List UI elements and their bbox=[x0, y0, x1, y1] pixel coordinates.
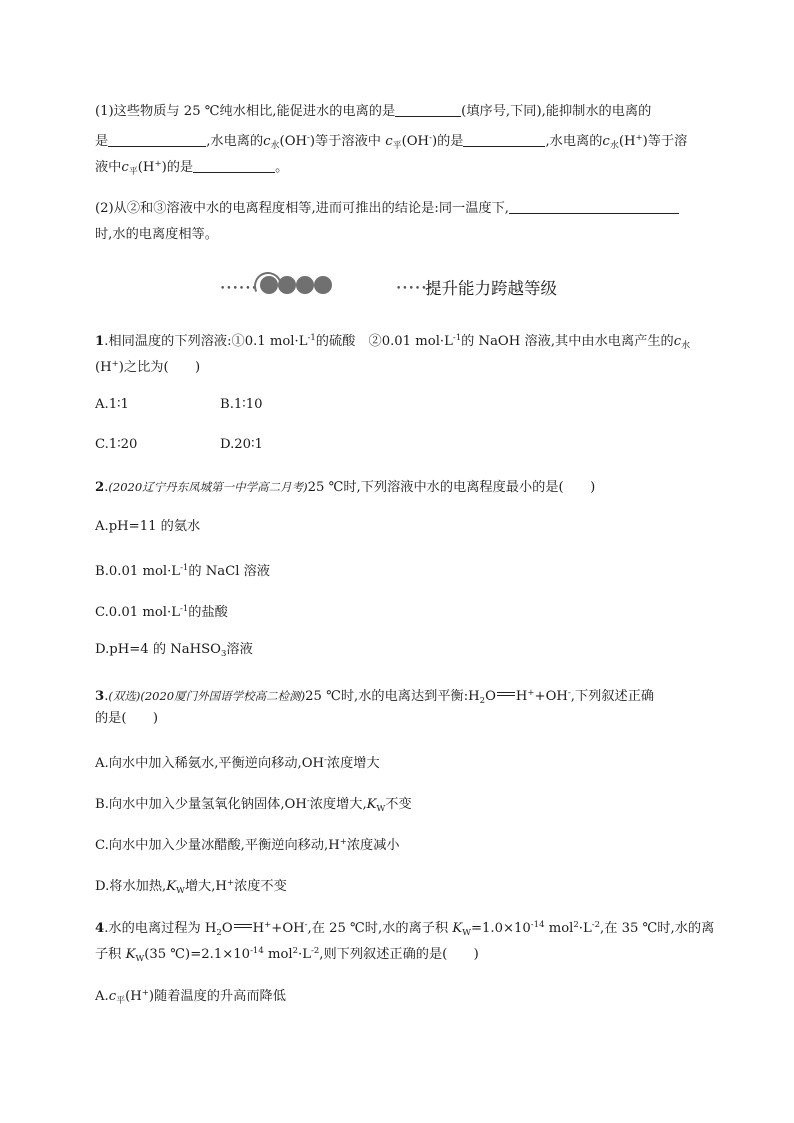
section-title: 提升能力跨越等级 bbox=[425, 279, 557, 298]
banner-dots-left: •••••• bbox=[220, 284, 258, 294]
answer-blank[interactable] bbox=[193, 158, 275, 173]
question-4-stem: 4.水的电离过程为 $H_2O$ H++OH-,在 25 ℃时,水的离子积 $K_W=1.0\times 10^{-14}$ $mol^2\cdot L^{-2}$,在 35 ℃时,水的离 bbox=[95, 920, 715, 938]
question-3-option-c[interactable]: C.向水中加入少量冰醋酸,平衡逆向移动,H+浓度减小 bbox=[95, 837, 400, 853]
question-3-option-b[interactable]: B.向水中加入少量氢氧化钠固体,OH-浓度增大$,K_W$不变 bbox=[95, 796, 412, 814]
question-3-stem: 3.(双选)(2020厦门外国语学校高二检测)25 ℃时,水的电离达到平衡$:H_2O$ H++OH-,下列叙述正确 bbox=[95, 688, 655, 706]
question-1-stem-line2: (H+)之比为( ) bbox=[95, 359, 201, 375]
option-c[interactable]: C.1∶20 bbox=[95, 437, 138, 452]
question-1-options-row2 bbox=[95, 432, 700, 458]
question-3-option-a[interactable]: A.向水中加入稀氨水,平衡逆向移动,OH-浓度增大 bbox=[95, 755, 380, 771]
equilibrium-sign-icon bbox=[233, 921, 253, 931]
part1-line2: 是 ,水电离的$c_水(OH^-)$等于溶液中 $c_平(OH^-)$的是 ,水电离的$c_水(H^+)$等于溶 bbox=[95, 133, 688, 151]
answer-blank[interactable] bbox=[463, 132, 545, 147]
option-d[interactable]: D.20∶1 bbox=[220, 437, 263, 452]
banner-circle-icon bbox=[260, 276, 278, 294]
part2-line2: 时,水的电离度相等。 bbox=[95, 227, 218, 242]
banner-circle-icon bbox=[278, 276, 296, 294]
question-3-stem-line2: 的是( ) bbox=[95, 711, 159, 726]
question-2-option-b[interactable]: B.0.01 $mol\cdot L^{-1}$的 NaCl 溶液 bbox=[95, 563, 270, 579]
question-4-stem-line2: 子积 $K_W(35$ $℃)=2.1\times 10^{-14}$ $mol^2\cdot L^{-2}$,则下列叙述正确的是( ) bbox=[95, 946, 479, 964]
part1-line1: (1)这些物质与 25 ℃纯水相比,能促进水的电离的是 (填序号,下同),能抑制水的电离的 bbox=[95, 104, 652, 119]
question-3-option-d[interactable]: D.将水加热$,K_W$增大,H+浓度不变 bbox=[95, 878, 287, 896]
question-2-stem: 2.(2020辽宁丹东凤城第一中学高二月考)25 ℃时,下列溶液中水的电离程度最小的是( ) bbox=[95, 480, 596, 495]
answer-blank[interactable] bbox=[509, 199, 679, 214]
banner-circle-icon bbox=[314, 276, 332, 294]
option-b[interactable]: B.1∶10 bbox=[220, 397, 263, 412]
equilibrium-sign-icon bbox=[496, 689, 516, 699]
question-4-option-a[interactable]: $A.c_平(H^+)$随着温度的升高而降低 bbox=[95, 988, 286, 1006]
banner-dots-right: •••••• bbox=[396, 284, 434, 294]
answer-blank[interactable] bbox=[395, 102, 461, 117]
part1-line3: 液中$c_平(H^+)$的是 。 bbox=[95, 159, 289, 177]
section-banner bbox=[220, 272, 580, 300]
question-2-option-d[interactable]: D.pH=4 的 NaHSO$_3$溶液 bbox=[95, 642, 253, 659]
question-2-option-c[interactable]: C.0.01 $mol\cdot L^{-1}$的盐酸 bbox=[95, 604, 228, 620]
question-1-options-row1 bbox=[95, 392, 700, 418]
option-a[interactable]: A.1∶1 bbox=[95, 397, 129, 412]
answer-blank[interactable] bbox=[108, 132, 206, 147]
question-1-stem: 1.相同温度的下列溶液:①0.1 $mol\cdot L^{-1}$的硫酸 ②0.01 $mol\cdot L^{-1}$的 NaOH 溶液,其中由水电离产生的$c_水$ bbox=[95, 333, 691, 351]
question-2-option-a[interactable]: A.pH=11 的氨水 bbox=[95, 519, 201, 534]
banner-circle-icon bbox=[296, 276, 314, 294]
part2-line1: (2)从②和③溶液中水的电离程度相等,进而可推出的结论是:同一温度下, bbox=[95, 196, 700, 222]
